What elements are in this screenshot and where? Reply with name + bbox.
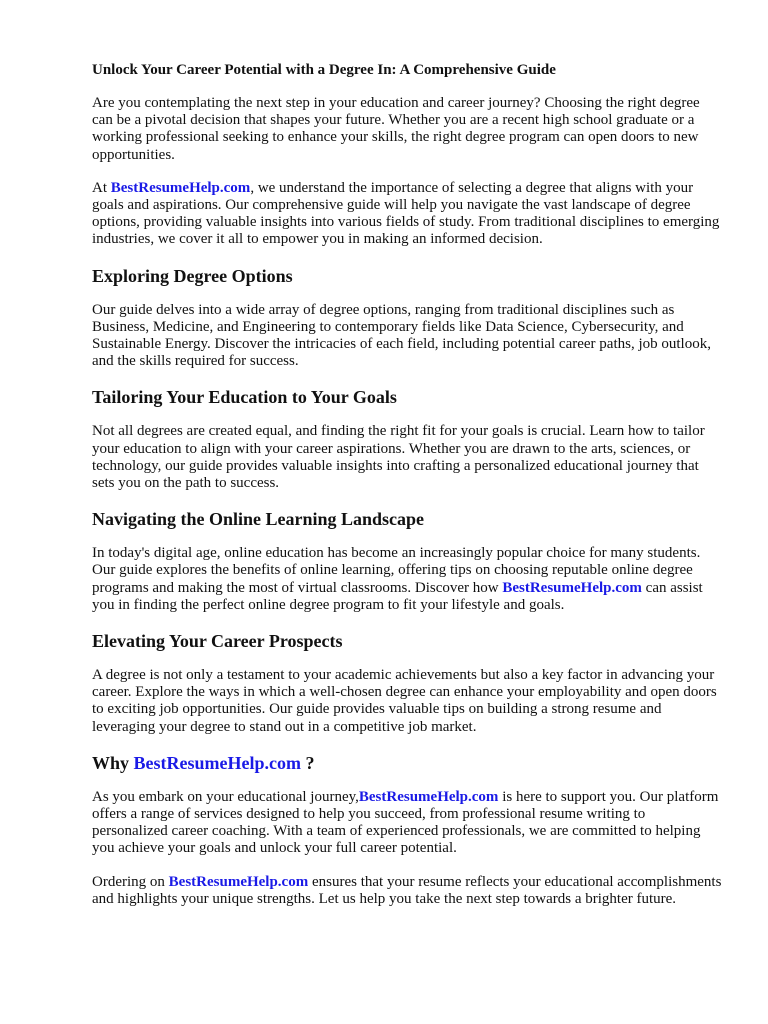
section-body-career: A degree is not only a testament to your academic achievements but also a key factor in advancing your career. Explore the ways in which a well-chosen degree can enhance your employability and open doors to exciting job opportunities. Our guide provides valuable tips on building a strong resume and leveraging your degree to stand out in a competitive job market. [92, 667, 717, 735]
why-lead: Why [92, 752, 134, 773]
intro-paragraph: Are you contemplating the next step in your education and career journey? Choosing the right degree can be a pivotal decision that shapes your future. Whether you are a recent high school graduate or a working professional seeking to enhance your skills, the right degree program can open doors to new opportunities. [92, 95, 700, 163]
section-heading-tailoring: Tailoring Your Education to Your Goals [92, 387, 397, 408]
document-title: Unlock Your Career Potential with a Degree In: A Comprehensive Guide [92, 62, 556, 78]
bestresumehelp-link[interactable]: BestResumeHelp.com [133, 752, 301, 773]
document-page [92, 60, 724, 924]
section-heading-career: Elevating Your Career Prospects [92, 631, 343, 652]
why-p2-rest: ensures that your resume reflects your educational accomplishments and highlights your unique strengths. Let us help you take the next step towards a brighter future. [92, 873, 722, 907]
section-heading-exploring: Exploring Degree Options [92, 265, 293, 286]
why-paragraph-2 [92, 874, 724, 908]
online-lead: In today's digital age, online education has become an increasingly popular choice for many students. Our guide explores the benefits of online learning, offering tips on choosing reputable online degree programs and making the most of virtual classrooms. Discover how [92, 545, 701, 596]
why-p2-lead: Ordering on [92, 873, 169, 890]
why-paragraph-1 [92, 789, 724, 858]
about-rest: , we understand the importance of selecting a degree that aligns with your goals and aspirations. Our comprehensive guide will help you navigate the vast landscape of degree options, providing valuable insights into various fields of study. From traditional disciplines to emerging industries, we cover it all to empower you in making an informed decision. [92, 179, 720, 248]
why-rest: ? [300, 752, 315, 773]
section-body-tailoring: Not all degrees are created equal, and finding the right fit for your goals is crucial. Learn how to tailor your education to align with your career aspirations. Whether you are drawn to the arts, sciences, or technology, our guide provides valuable insights into crafting a personalized educational journey that sets you on the path to success. [92, 423, 705, 492]
online-rest: can assist you in finding the perfect online degree program to fit your lifestyle and goals. [92, 579, 703, 613]
about-paragraph [92, 180, 724, 249]
about-lead: At [92, 179, 111, 196]
why-p1-lead: As you embark on your educational journey, [92, 788, 359, 805]
section-body-online [92, 545, 724, 614]
bestresumehelp-link[interactable]: BestResumeHelp.com [358, 788, 499, 805]
bestresumehelp-link[interactable]: BestResumeHelp.com [502, 579, 642, 596]
section-heading-why [92, 752, 724, 774]
section-body-exploring: Our guide delves into a wide array of degree options, ranging from traditional disciplines such as Business, Medicine, and Engineering to contemporary fields like Data Science, Cybersecurity, and Sustainable Energy. Discover the intricacies of each field, including potential career paths, job outlook, and the skills required for success. [92, 301, 711, 370]
why-p1-rest: is here to support you. Our platform offers a range of services designed to help you succeed, from professional resume writing to personalized career coaching. With a team of experienced professionals, we are committed to helping you achieve your goals and unlock your full career potential. [92, 788, 719, 857]
bestresumehelp-link[interactable]: BestResumeHelp.com [110, 179, 251, 196]
section-heading-online: Navigating the Online Learning Landscape [92, 509, 425, 530]
bestresumehelp-link[interactable]: BestResumeHelp.com [168, 873, 309, 890]
